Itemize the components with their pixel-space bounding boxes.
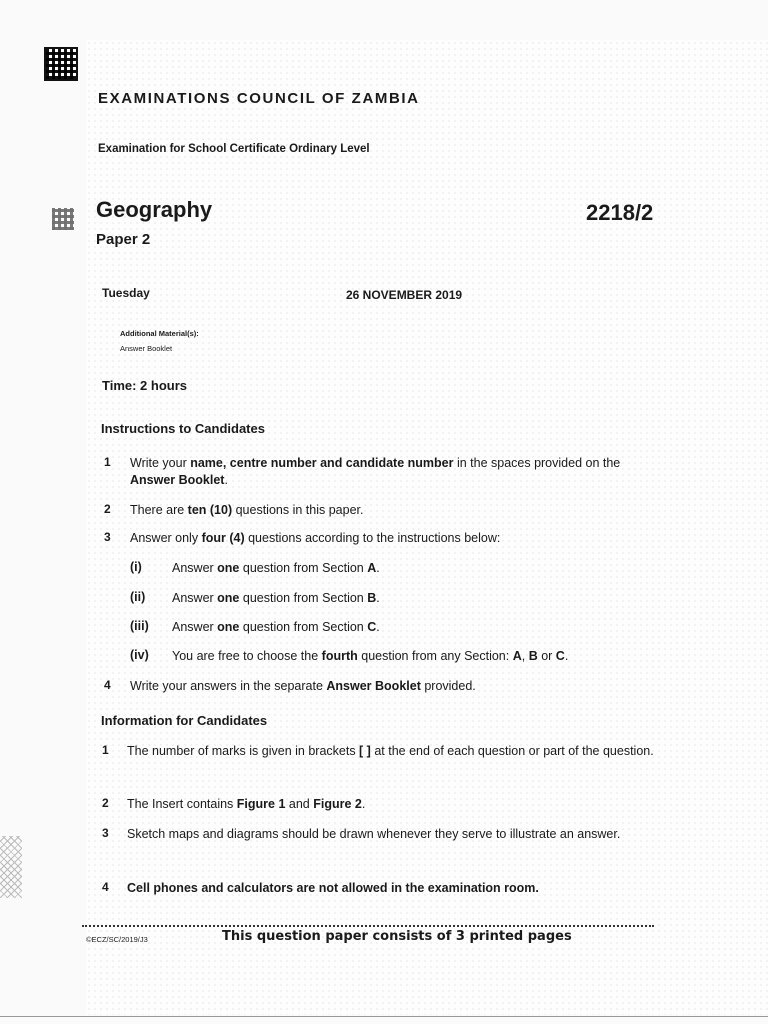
information-text: The number of marks is given in brackets [ ] at the end of each question or part of the question. xyxy=(127,744,654,758)
instruction-number: 2 xyxy=(104,502,111,516)
additional-material: Answer Booklet xyxy=(120,344,173,353)
information-number: 2 xyxy=(102,796,109,810)
page-edge-line xyxy=(0,1016,768,1017)
subinstruction-number: (i) xyxy=(130,560,142,574)
subinstruction-text: Answer one question from Section C. xyxy=(172,620,380,634)
information-number: 4 xyxy=(102,880,109,894)
subinstruction-number: (iii) xyxy=(130,619,149,633)
instruction-text: Write your name, centre number and candidate number in the spaces provided on the Answer Booklet. xyxy=(130,456,621,487)
information-number: 3 xyxy=(102,826,109,840)
information-text: The Insert contains Figure 1 and Figure 2. xyxy=(127,797,366,811)
information-number: 1 xyxy=(102,743,109,757)
subinstruction-text: You are free to choose the fourth question from any Section: A, B or C. xyxy=(172,649,569,663)
subinstruction-text: Answer one question from Section B. xyxy=(172,591,380,605)
subinstruction-text: Answer one question from Section A. xyxy=(172,561,380,575)
paper-code: 2218/2 xyxy=(586,200,654,225)
council-name: EXAMINATIONS COUNCIL OF ZAMBIA xyxy=(98,90,420,107)
instruction-text: Answer only four (4) questions according to the instructions below: xyxy=(130,531,501,545)
information-heading: Information for Candidates xyxy=(101,713,268,728)
additional-material-label: Additional Material(s): xyxy=(120,329,199,338)
qr-code-icon xyxy=(44,47,78,81)
instruction-number: 4 xyxy=(104,678,111,692)
instruction-text: Write your answers in the separate Answer Booklet provided. xyxy=(130,679,476,693)
information-text: Cell phones and calculators are not allowed in the examination room. xyxy=(127,881,539,895)
small-qr-code-icon xyxy=(52,208,74,230)
information-text: Sketch maps and diagrams should be drawn whenever they serve to illustrate an answer. xyxy=(127,827,621,841)
exam-paper-sheet xyxy=(86,40,768,1015)
subinstruction-number: (ii) xyxy=(130,590,146,604)
instruction-number: 1 xyxy=(104,455,111,469)
examination-title: Examination for School Certificate Ordinary Level xyxy=(98,143,370,155)
subject-title: Geography xyxy=(96,197,213,222)
exam-time: Time: 2 hours xyxy=(102,378,188,393)
instruction-number: 3 xyxy=(104,530,111,544)
instruction-text: There are ten (10) questions in this paper. xyxy=(130,503,364,517)
edge-pattern xyxy=(0,836,22,898)
exam-day: Tuesday xyxy=(102,286,150,300)
instructions-heading: Instructions to Candidates xyxy=(101,421,265,436)
footer-divider xyxy=(82,925,654,927)
footer-code: ©ECZ/SC/2019/J3 xyxy=(86,935,148,944)
paper-number: Paper 2 xyxy=(96,231,151,248)
exam-date: 26 NOVEMBER 2019 xyxy=(346,288,463,302)
footer-page-count: This question paper consists of 3 printed pages xyxy=(222,929,572,944)
subinstruction-number: (iv) xyxy=(130,648,149,662)
